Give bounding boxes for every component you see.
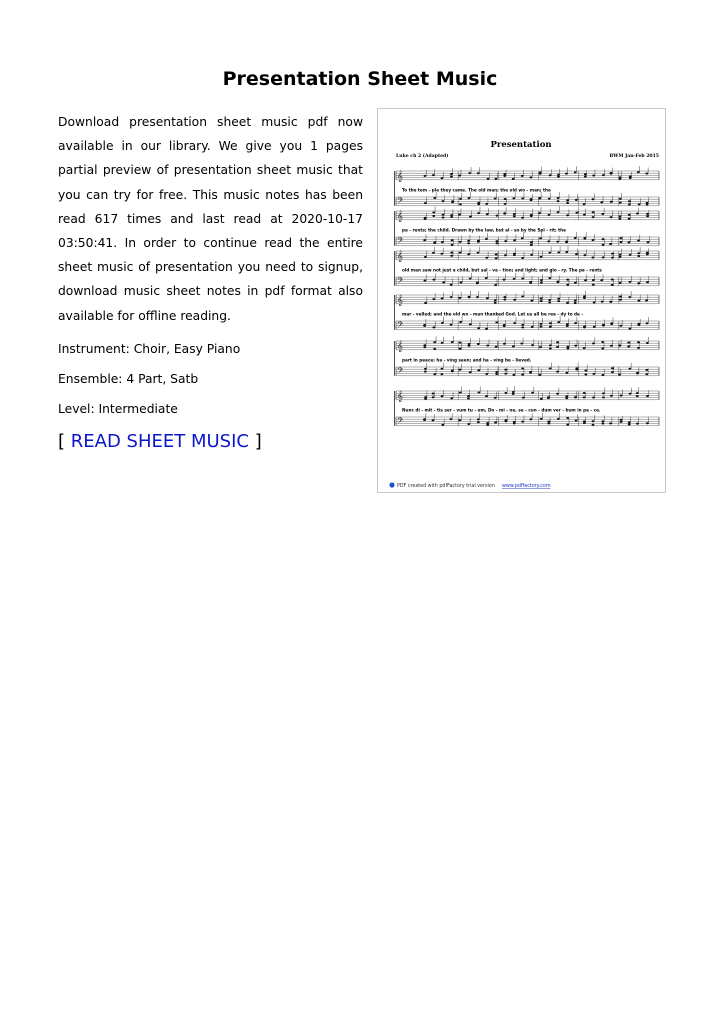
svg-text:𝄞: 𝄞 (397, 171, 403, 182)
lyric-line: Nunc di - mit - tis ser - vum tu - um, Do - mi - ne, se - cun - dum ver - bum in pa - ce. (402, 407, 601, 413)
sheet-music-preview[interactable] (377, 108, 666, 493)
read-sheet-music-link-wrapper (58, 431, 262, 452)
page-title: Presentation Sheet Music (222, 68, 498, 90)
svg-text:𝄢: 𝄢 (397, 367, 404, 378)
lyric-line: part in peace; ha - ving seen; and ha - ving be - lieved. (402, 357, 532, 363)
svg-text:𝄞: 𝄞 (397, 251, 403, 262)
pdf-footer-text: PDF created with pdfFactory trial version (397, 484, 495, 489)
pdf-factory-icon (389, 482, 394, 487)
read-sheet-music-link[interactable]: READ SHEET MUSIC (70, 431, 249, 452)
svg-text:𝄢: 𝄢 (397, 197, 404, 208)
sheet-right-header: BWM Jan-Feb 2015 (609, 154, 659, 159)
pdf-footer-link: www.pdffactory.com (502, 484, 551, 489)
sheet-staves (395, 166, 660, 428)
svg-text:𝄞: 𝄞 (397, 211, 403, 222)
sheet-title: Presentation (490, 140, 552, 150)
sheet-left-header: Luke ch 2 (Adapted) (396, 154, 449, 159)
instrument-info: Instrument: Choir, Easy Piano (58, 342, 241, 356)
svg-text:𝄢: 𝄢 (397, 237, 404, 248)
svg-text:𝄢: 𝄢 (397, 321, 404, 332)
lyric-line: pa - rents; the child. Drawn by the law, but al - so by the Spi - rit; the (402, 227, 566, 233)
lyric-line: old man saw not just a child, but sal - va - tion; and light; and glo - ry. The pa - rents (402, 267, 602, 273)
bracket-open: [ (58, 431, 71, 452)
lyric-line: To the tem - ple they came. The old man; the old wo - man; the (402, 187, 551, 193)
svg-text:𝄞: 𝄞 (397, 341, 403, 352)
lyric-line: mar - velled; and the old wo - man thanked God. Let us all be rea - dy to de - (402, 311, 584, 317)
svg-text:𝄢: 𝄢 (397, 417, 404, 428)
level-info: Level: Intermediate (58, 402, 178, 416)
sheet-description: Download presentation sheet music pdf now available in our library. We give you 1 pages partial preview of presentation sheet music that you can try for free. This music notes has been read 617 times and last read at 2020-10-17 03:50:41. In order to continue read the entire sheet music of presentation you need to signup, download music sheet notes in pdf format also available for offline reading. (58, 115, 363, 323)
bracket-close: ] (248, 431, 262, 452)
svg-text:𝄞: 𝄞 (397, 391, 403, 402)
svg-text:𝄢: 𝄢 (397, 277, 404, 288)
ensemble-info: Ensemble: 4 Part, Satb (58, 372, 199, 386)
svg-text:𝄞: 𝄞 (397, 295, 403, 306)
sheet-music-image (378, 109, 665, 492)
